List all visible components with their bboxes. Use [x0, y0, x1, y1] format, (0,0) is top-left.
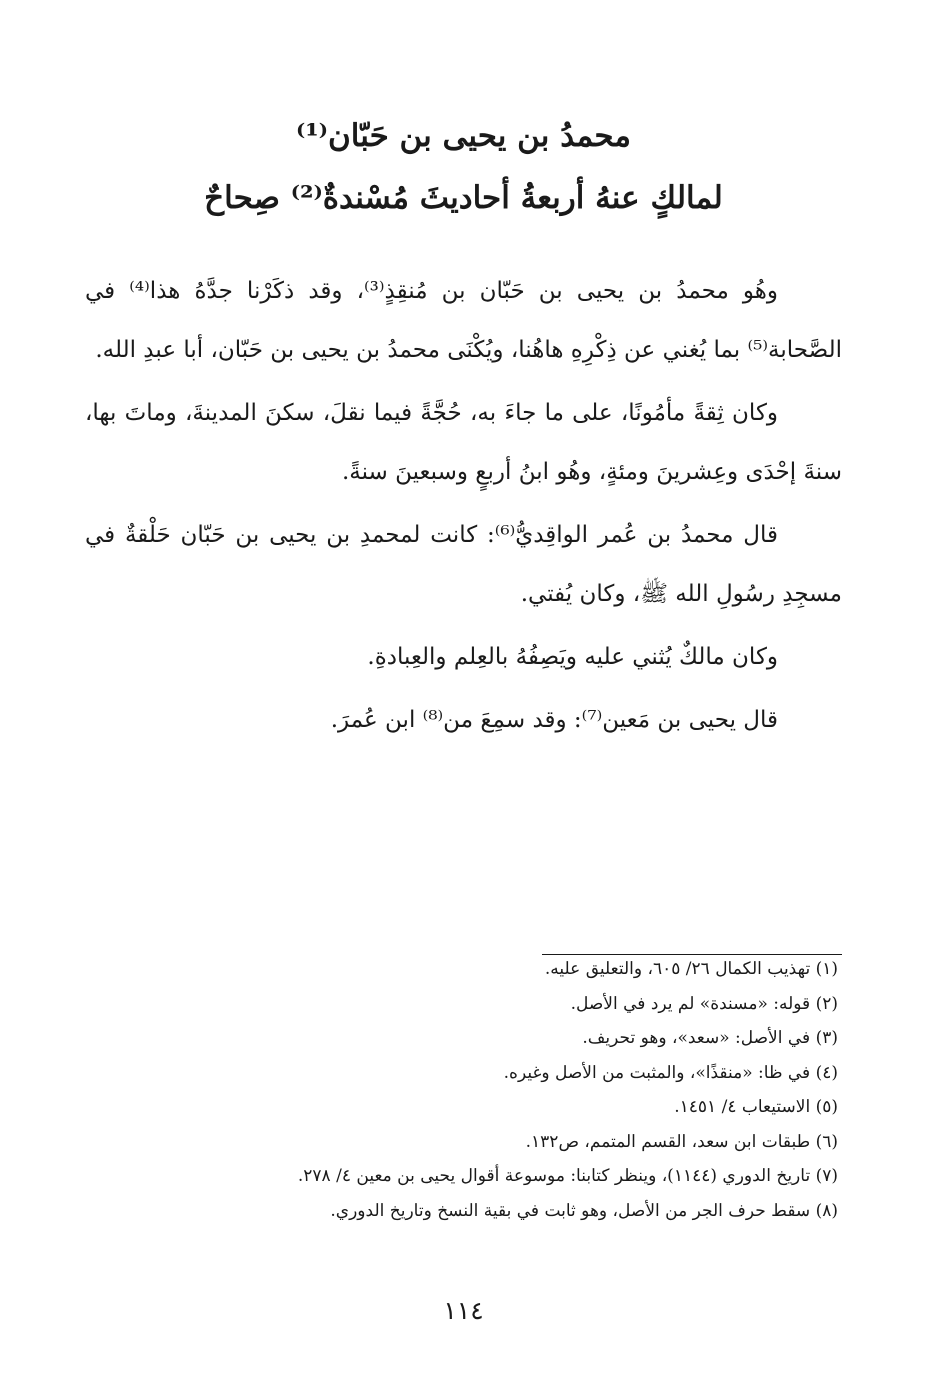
footnote-2: (٢) قوله: «مسندة» لم يرد في الأصل.: [570, 993, 838, 1014]
footnote-8: (٨) سقط حرف الجر من الأصل، وهو ثابت في بقية النسخ وتاريخ الدوري.: [330, 1200, 838, 1221]
footnotes: [85, 952, 842, 1228]
main-text: [85, 262, 842, 754]
footnote-4: (٤) في ظا: «منقذًا»، والمثبت من الأصل وغيره.: [503, 1062, 838, 1083]
paragraph-1: وهُو محمدُ بن يحيى بن حَبّان بن مُنقِذٍ⁽³⁾، وقد ذكَرْنا جدَّهُ هذا⁽⁴⁾ في الصَّحابة⁽⁵⁾ بما يُغني عن ذِكْرِهِ هاهُنا، ويُكْنَى محمدُ بن يحيى بن حَبّان، أبا عبدِ الله.: [85, 278, 842, 363]
chapter-title: محمدُ بن يحيى بن حَبّان⁽¹⁾: [295, 118, 632, 154]
chapter-subtitle: لمالكٍ عنهُ أربعةُ أحاديثَ مُسْندةٌ⁽²⁾ صِحاحٌ: [204, 180, 723, 216]
paragraph-5: قال يحيى بن مَعين⁽⁷⁾: وقد سمِعَ من⁽⁸⁾ ابن عُمرَ.: [330, 707, 778, 733]
paragraph-4: وكان مالكٌ يُثني عليه ويَصِفُهُ بالعِلم والعِبادةِ.: [367, 644, 778, 670]
paragraph-3: قال محمدُ بن عُمر الواقِديُّ⁽⁶⁾: كانت لمحمدِ بن يحيى بن حَبّان حَلْقةٌ في مسجِدِ رسُولِ الله ﷺ، وكان يُفتي.: [85, 522, 842, 607]
footnote-7: (٧) تاريخ الدوري (١١٤٤)، وينظر كتابنا: موسوعة أقوال يحيى بن معين ٤/ ٢٧٨.: [297, 1166, 838, 1186]
footnote-3: (٣) في الأصل: «سعد»، وهو تحريف.: [582, 1028, 838, 1048]
book-page: [85, 0, 842, 1375]
footnote-1: (١) تهذيب الكمال ٢٦/ ٦٠٥، والتعليق عليه.: [544, 959, 838, 979]
footnote-5: (٥) الاستيعاب ٤/ ١٤٥١.: [674, 1097, 838, 1117]
page-number: ١١٤: [443, 1296, 484, 1325]
paragraph-2: وكان ثِقةً مأمُونًا، على ما جاءَ به، حُجَّةً فيما نقلَ، سكنَ المدينةَ، وماتَ بها، سنةَ إحْدَى وعِشرينَ ومئةٍ، وهُو ابنُ أربعٍ وسبعينَ سنةً.: [85, 400, 842, 485]
footnote-6: (٦) طبقات ابن سعد، القسم المتمم، ص١٣٢.: [525, 1131, 838, 1152]
